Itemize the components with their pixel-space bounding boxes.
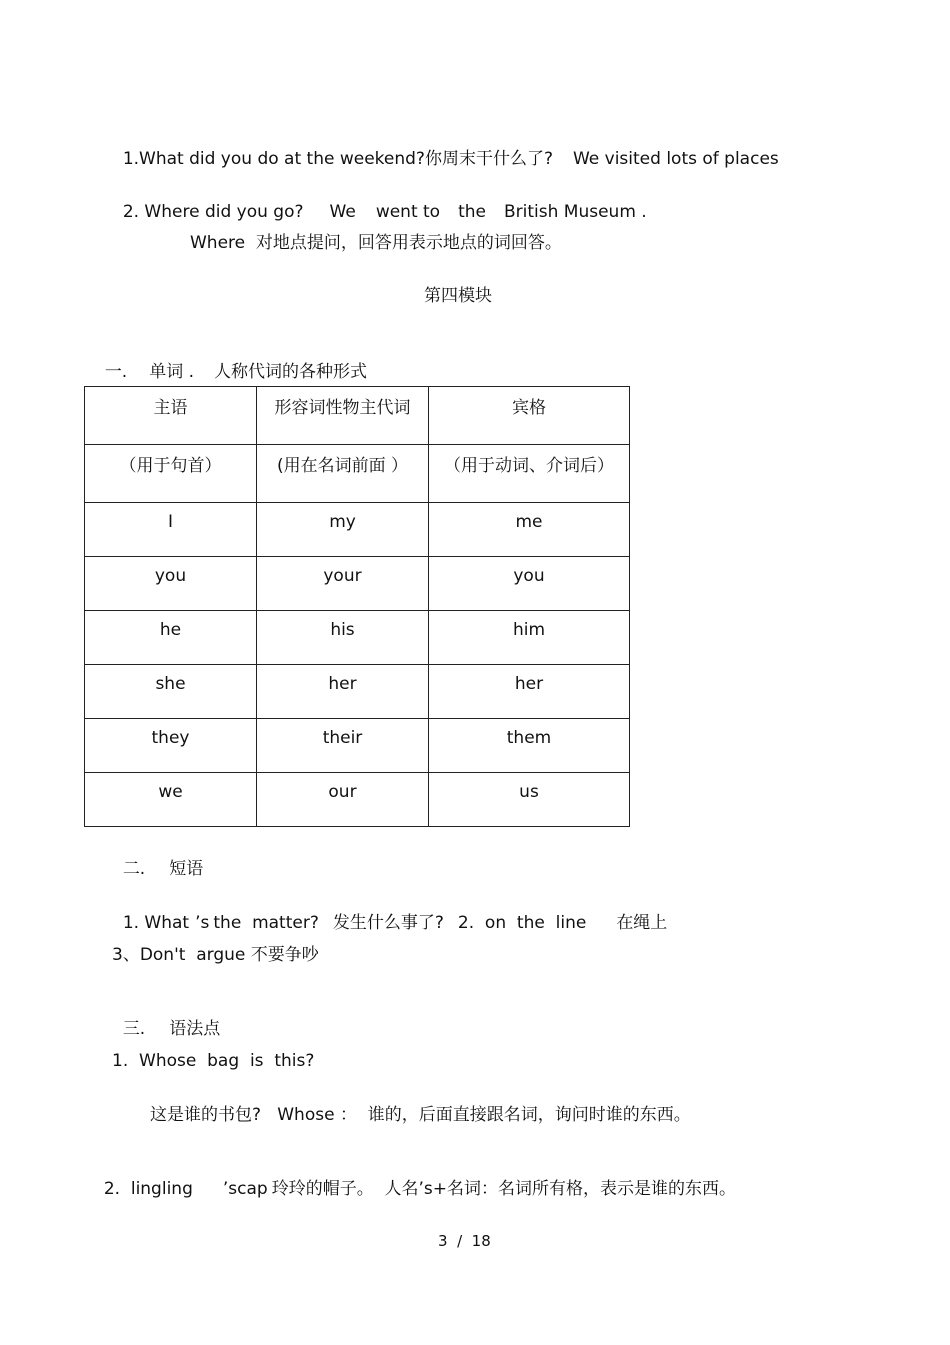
- table-cell: I: [85, 503, 257, 557]
- phrase-1-matter: the matter?: [213, 913, 319, 933]
- table-cell: she: [85, 665, 257, 719]
- table-cell: them: [429, 719, 630, 773]
- phrase-1-what: 1. What: [122, 913, 190, 933]
- table-cell: their: [257, 719, 429, 773]
- section-2-number: 二.: [122, 859, 146, 879]
- question-2: [112, 179, 647, 223]
- where-note: Where 对地点提问，回答用表示地点的词回答。: [190, 233, 562, 253]
- table-note-cell: (用在名词前面 ）: [257, 445, 429, 503]
- table-cell: you: [429, 557, 630, 611]
- section-1-title: 人称代词的各种形式: [214, 362, 368, 382]
- table-cell: his: [257, 611, 429, 665]
- table-cell: us: [429, 773, 630, 827]
- phrase-2-text: 2. on the line: [457, 913, 587, 933]
- section-1-number: 一.: [104, 362, 128, 382]
- table-cell: your: [257, 557, 429, 611]
- table-header-row: [85, 387, 630, 445]
- table-row: [85, 719, 630, 773]
- table-cell: her: [429, 665, 630, 719]
- page-number: 3 / 18: [438, 1232, 491, 1250]
- table-header-cell: 宾格: [429, 387, 630, 445]
- grammar-point-1-note: 这是谁的书包? Whose ： 谁的，后面直接跟名词，询问时谁的东西。: [150, 1105, 691, 1125]
- question-1-answer: We visited lots of places: [572, 149, 779, 169]
- table-row: [85, 503, 630, 557]
- table-note-cell: （用于句首）: [85, 445, 257, 503]
- grammar-point-2-apostrophe-s: ’s: [222, 1179, 238, 1199]
- section-3-heading: [112, 996, 220, 1040]
- table-cell: we: [85, 773, 257, 827]
- grammar-point-2-meaning: 玲玲的帽子。 人名: [271, 1179, 419, 1199]
- table-row: [85, 665, 630, 719]
- table-note-row: [85, 445, 630, 503]
- grammar-point-1: 1. Whose bag is this?: [112, 1051, 315, 1071]
- pronoun-table: [84, 386, 630, 827]
- grammar-point-2-apostrophe-s-2: ’s: [418, 1179, 433, 1199]
- section-2-heading: [112, 836, 203, 880]
- grammar-point-2-name: 2. lingling: [103, 1179, 193, 1199]
- phrase-line-3: 3、Don't argue 不要争吵: [112, 945, 319, 965]
- table-header-cell: 主语: [85, 387, 257, 445]
- table-note-cell: （用于动词、介词后）: [429, 445, 630, 503]
- phrase-1-apostrophe-s: ’s: [195, 913, 210, 933]
- table-cell: me: [429, 503, 630, 557]
- table-row: [85, 557, 630, 611]
- grammar-point-2-rule: +名词：名词所有格，表示是谁的东西。: [432, 1179, 737, 1199]
- table-cell: her: [257, 665, 429, 719]
- section-1-heading: [94, 339, 367, 383]
- question-2-answer-went: went to: [375, 202, 441, 222]
- module-title: 第四模块: [424, 286, 492, 306]
- question-1-text: 1.What did you do at the weekend?你周末干什么了?: [122, 149, 553, 169]
- table-row: [85, 773, 630, 827]
- grammar-point-2: [93, 1156, 736, 1200]
- section-1-label: 单词 .: [149, 362, 195, 382]
- section-3-title: 语法点: [169, 1019, 221, 1039]
- table-cell: him: [429, 611, 630, 665]
- phrase-1-meaning: 发生什么事了?: [332, 913, 444, 933]
- question-2-answer-the: the: [458, 202, 486, 222]
- section-3-number: 三.: [122, 1019, 146, 1039]
- question-1: [112, 126, 779, 170]
- table-cell: he: [85, 611, 257, 665]
- question-2-answer-we: We: [329, 202, 356, 222]
- table-cell: you: [85, 557, 257, 611]
- table-cell: they: [85, 719, 257, 773]
- grammar-point-2-cap: cap: [237, 1179, 268, 1199]
- question-2-answer-museum: British Museum .: [504, 202, 647, 222]
- table-row: [85, 611, 630, 665]
- phrase-2-meaning: 在绳上: [616, 913, 668, 933]
- phrase-line-1: [112, 890, 667, 934]
- section-2-title: 短语: [169, 859, 204, 879]
- table-cell: my: [257, 503, 429, 557]
- question-2-text: 2. Where did you go?: [122, 202, 304, 222]
- table-cell: our: [257, 773, 429, 827]
- table-header-cell: 形容词性物主代词: [257, 387, 429, 445]
